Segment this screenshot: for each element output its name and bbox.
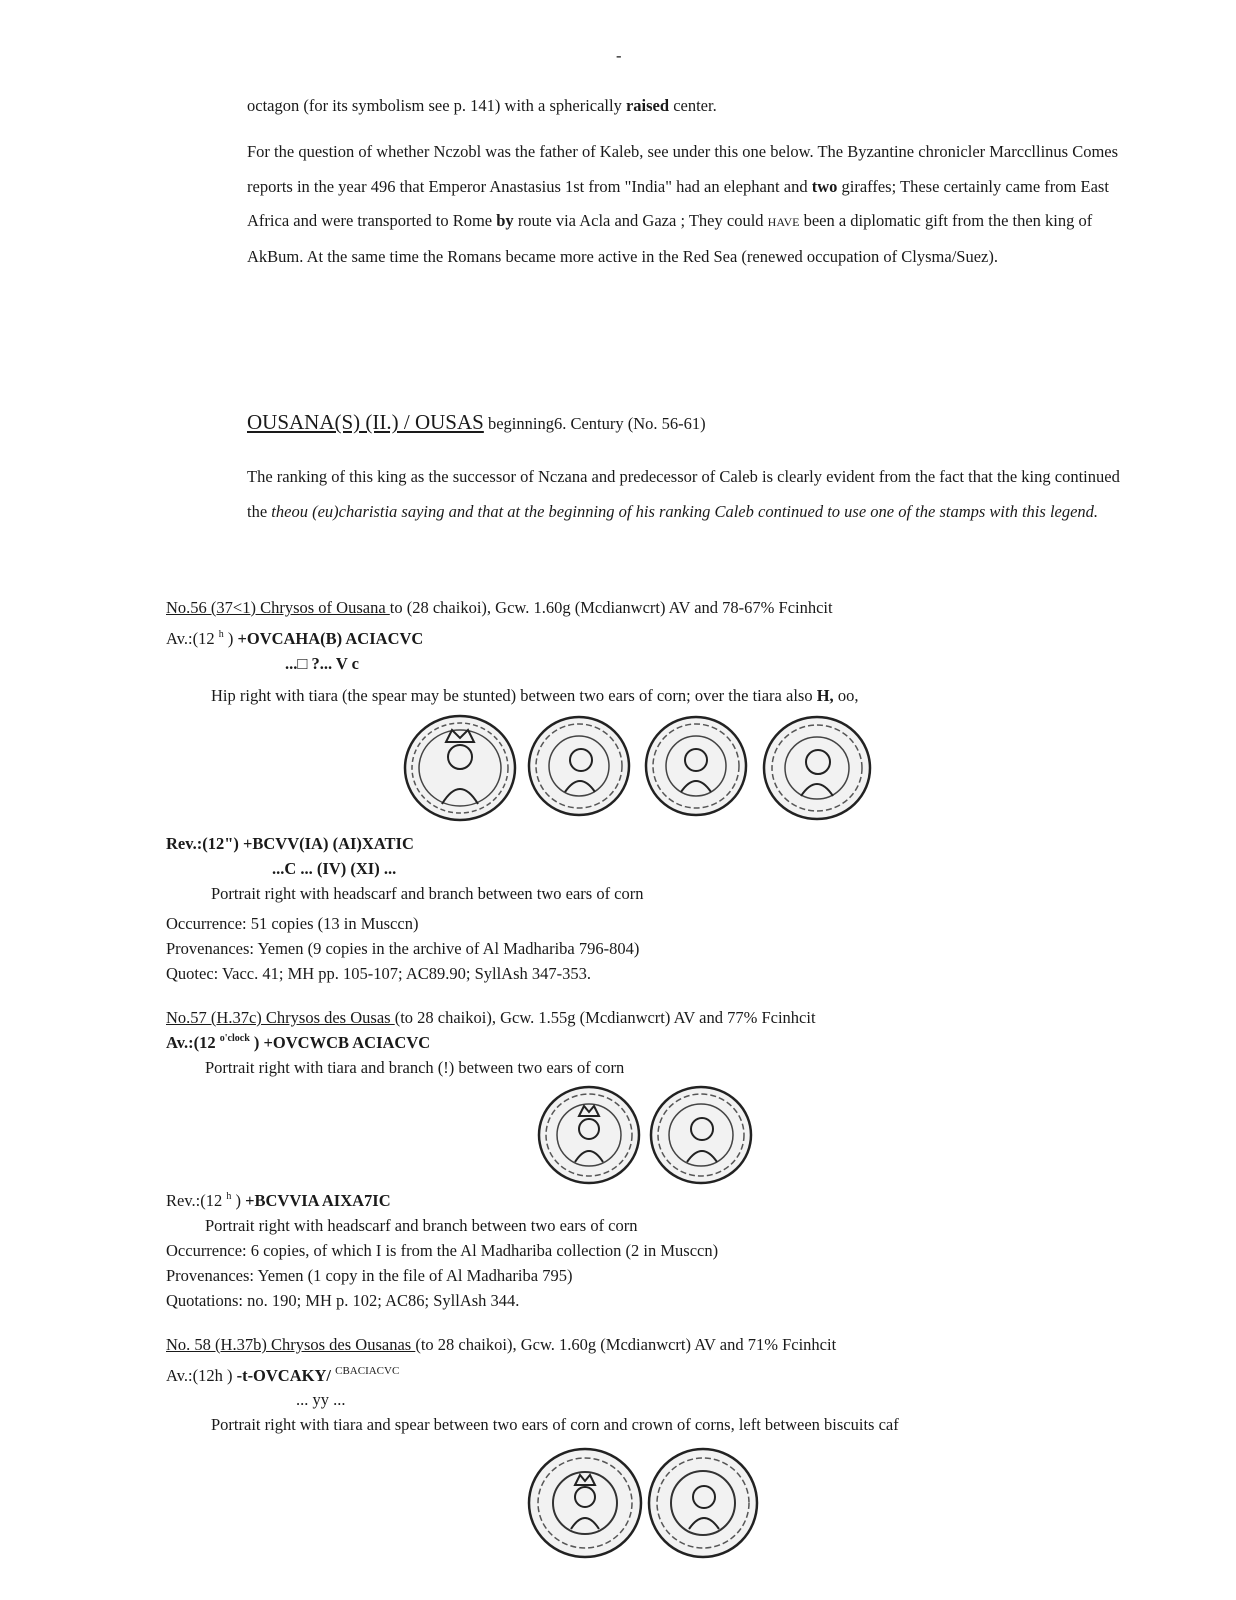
no57-obverse-description: Portrait right with tiara and branch (!) between two ears of corn <box>205 1058 625 1077</box>
coin-image-no56-4 <box>760 712 874 824</box>
no56-title: No.56 (37<1) Chrysos of Ousana to (28 chaikoi), Gcw. 1.60g (Mcdianwcrt) AV and 78-67% Fcinhcit <box>166 598 833 617</box>
coin-image-no58-1 <box>525 1445 645 1561</box>
page-marker: - <box>616 46 622 65</box>
no56-quotes: Quotec: Vacc. 41; MH pp. 105-107; AC89.90; SyllAsh 347-353. <box>166 964 592 983</box>
no57-occurrence: Occurrence: 6 copies, of which I is from the Al Madhariba collection (2 in Musccn) <box>166 1241 719 1260</box>
no58-obverse: Av.:(12h ) -t-OVCAKY/ $^{CBACIACVC}$ <box>166 1365 400 1385</box>
no57-reverse-description: Portrait right with headscarf and branch between two ears of corn <box>205 1216 638 1235</box>
intro-line: octagon (for its symbolism see p. 141) with a spherically raised center. <box>247 96 717 115</box>
no57-provenances: Provenances: Yemen (1 copy in the file of Al Madhariba 795) <box>166 1266 573 1285</box>
no56-occurrence: Occurrence: 51 copies (13 in Musccn) <box>166 914 419 933</box>
coin-image-no57-1 <box>535 1082 643 1188</box>
coin-image-no58-2 <box>645 1445 761 1561</box>
no57-title: No.57 (H.37c) Chrysos des Ousas (to 28 chaikoi), Gcw. 1.55g (Mcdianwcrt) AV and 77% Fcinhcit <box>166 1008 816 1027</box>
no56-obverse-legend2: ...□ ?... V c <box>285 654 359 673</box>
no56-reverse-description: Portrait right with headscarf and branch between two ears of corn <box>211 884 644 903</box>
no56-reverse: Rev.:(12") +BCVV(IA) (AI)XATIC <box>166 834 414 853</box>
coin-image-no56-1 <box>400 712 520 824</box>
section-paragraph: The ranking of this king as the successor of Nczana and predecessor of Caleb is clearly evident from the fact that the king continued the theou (eu)charistia saying and that at the beginning of his ranking Caleb continued to use one of the stamps with this legend. <box>247 467 1120 521</box>
no56-provenances: Provenances: Yemen (9 copies in the archive of Al Madhariba 796-804) <box>166 939 640 958</box>
no58-obverse-description: Portrait right with tiara and spear between two ears of corn and crown of corns, left between biscuits caf <box>211 1415 899 1434</box>
no56-obverse: Av.:(12 $^h$ ) +OVCAHA(B) ACIACVC <box>166 629 424 648</box>
section-heading: OUSANA(S) (II.) / OUSAS beginning6. Century (No. 56-61) <box>247 410 706 434</box>
coin-image-no57-2 <box>647 1082 755 1188</box>
intro-paragraph: For the question of whether Nczobl was the father of Kaleb, see under this one below. The Byzantine chronicler Marccllinus Comes reports in the year 496 that Emperor Anastasius 1st from "India" had an elephant and two giraffes; These certainly came from East Africa and were transported to Rome by route via Acla and Gaza ; They could HAVE been a diplomatic gift from the then king of AkBum. At the same time the Romans became more active in the Red Sea (renewed occupation of Clysma/Suez). <box>247 142 1119 266</box>
no58-obverse-legend2: ... yy ... <box>296 1390 346 1409</box>
no56-obverse-description: Hip right with tiara (the spear may be stunted) between two ears of corn; over the tiara also H, oo, <box>211 686 859 705</box>
no57-quotes: Quotations: no. 190; MH p. 102; AC86; SyllAsh 344. <box>166 1291 520 1310</box>
coin-image-no56-2 <box>525 712 633 820</box>
no57-obverse: Av.:(12 $^{o'clock}$ ) +OVCWCB ACIACVC <box>166 1033 431 1052</box>
no57-reverse: Rev.:(12 $^h$ ) +BCVVIA AIXA7IC <box>166 1191 391 1210</box>
coin-image-no56-3 <box>642 712 750 820</box>
no56-reverse-legend2: ...C ... (IV) (XI) ... <box>272 859 397 878</box>
no58-title: No. 58 (H.37b) Chrysos des Ousanas (to 28 chaikoi), Gcw. 1.60g (Mcdianwcrt) AV and 71% Fcinhcit <box>166 1335 837 1354</box>
